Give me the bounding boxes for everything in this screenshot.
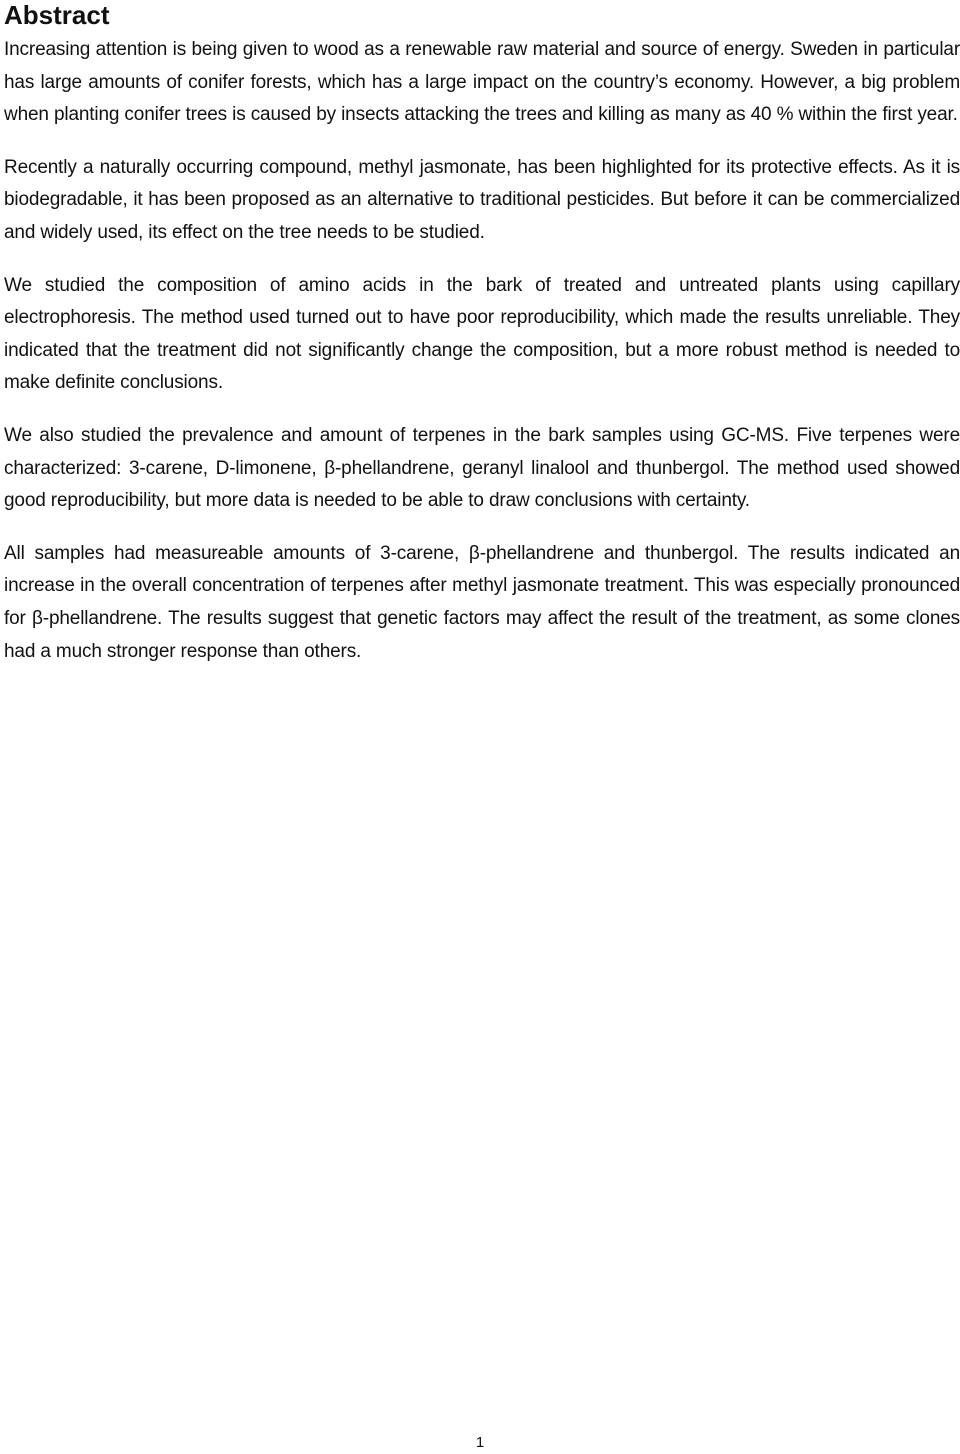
abstract-paragraph-5: All samples had measureable amounts of 3-carene, β-phellandrene and thunbergol. The results indicated an increase in the overall concentration of terpenes after methyl jasmonate treatment. This was especially pronounced for β-phellandrene. The results suggest that genetic factors may affect the result of the treatment, as some clones had a much stronger response than others. [4, 542, 960, 662]
abstract-paragraph-4: We also studied the prevalence and amount of terpenes in the bark samples using GC-MS. Five terpenes were characterized: 3-carene, D-limonene, β-phellandrene, geranyl linalool and thunbergol. The method used showed good reproducibility, but more data is needed to be able to draw conclusions with certainty. [4, 424, 960, 512]
abstract-paragraph-3: We studied the composition of amino acids in the bark of treated and untreated plants using capillary electrophoresis. The method used turned out to have poor reproducibility, which made the results unreliable. They indicated that the treatment did not significantly change the composition, but a more robust method is needed to make definite conclusions. [4, 274, 960, 394]
abstract-paragraph-1: Increasing attention is being given to wood as a renewable raw material and source of energy. Sweden in particular has large amounts of conifer forests, which has a large impact on the country’s economy. However, a big problem when planting conifer trees is caused by insects attacking the trees and killing as many as 40 % within the first year. [4, 39, 960, 126]
abstract-heading: Abstract [4, 0, 110, 30]
page-number: 1 [475, 1434, 485, 1451]
abstract-paragraph-2: Recently a naturally occurring compound, methyl jasmonate, has been highlighted for its protective effects. As it is biodegradable, it has been proposed as an alternative to traditional pesticides. But before it can be commercialized and widely used, its effect on the tree needs to be studied. [4, 156, 960, 243]
abstract-body [4, 34, 960, 668]
document-page [4, 0, 960, 688]
